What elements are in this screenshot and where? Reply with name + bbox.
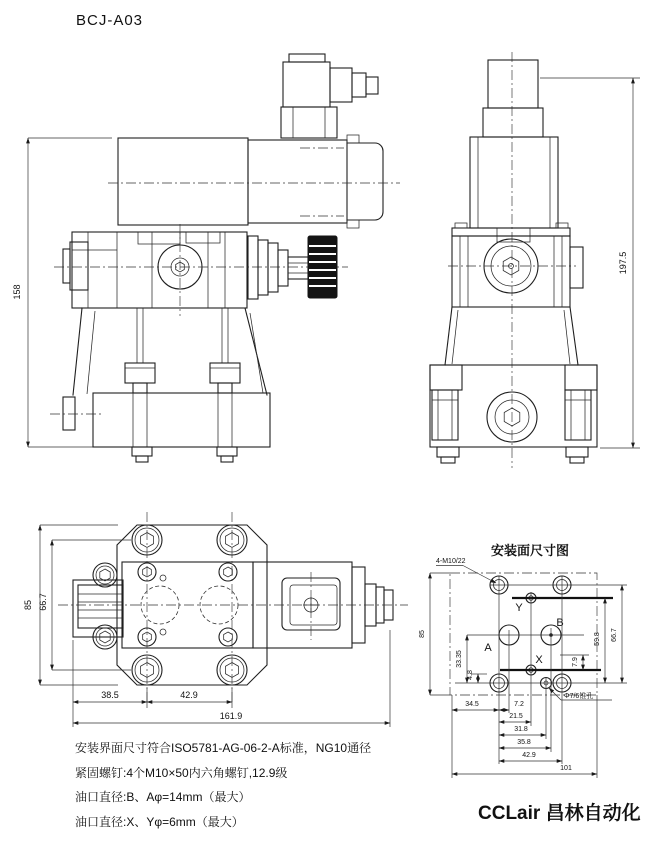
mnt-dim-215: 21.5 [509, 713, 523, 720]
port-x-label: X [535, 654, 543, 666]
top-dim-667: 66.7 [38, 593, 48, 611]
port-y-label: Y [515, 602, 523, 614]
note-line: 油口直径:X、Yφ=6mm（最大） [75, 814, 244, 829]
brand-logo: CCLair 昌林自动化 [478, 803, 641, 824]
side-view [430, 52, 640, 468]
side-dim-1975 [540, 78, 640, 448]
mounting-callouts [436, 558, 612, 700]
mnt-dim-total: 101 [560, 765, 572, 772]
mnt-dim-318: 31.8 [514, 726, 528, 733]
mnt-dim-667: 66.7 [611, 628, 618, 642]
port-a-label: A [484, 642, 492, 654]
side-height-dim: 197.5 [618, 251, 628, 275]
note-line: 紧固螺钉:4个M10×50内六角螺钉,12.9级 [75, 765, 288, 780]
note-line: 安装界面尺寸符合ISO5781-AG-06-2-A标准，NG10通径 [75, 741, 372, 755]
mounting-flange [50, 393, 270, 462]
note-line: 油口直径:B、Aφ=14mm（最大） [75, 790, 251, 804]
top-view [23, 512, 408, 727]
top-end-cap [73, 563, 123, 649]
mnt-dim-598: 59.8 [594, 632, 601, 646]
mnt-dim-429: 42.9 [522, 752, 536, 759]
pin-callout: Φ7/6锥孔 [564, 693, 594, 700]
solenoid-assembly [108, 135, 400, 228]
electrical-connector [281, 54, 378, 138]
adjustment-knob [248, 236, 337, 299]
notes-block [75, 740, 465, 838]
top-dim-429: 42.9 [180, 690, 198, 700]
mnt-dim-345: 34.5 [465, 701, 479, 708]
mnt-dim-72: 7.2 [514, 701, 524, 708]
front-view [12, 54, 400, 462]
side-flange [430, 365, 597, 463]
mnt-dim-3335: 33.35 [456, 650, 463, 668]
mnt-dim-358: 35.8 [517, 739, 531, 746]
top-dim-85: 85 [23, 599, 33, 611]
bolt-callout: 4-M10/22 [436, 558, 466, 565]
top-dim-1619: 161.9 [219, 711, 243, 721]
front-height-dim: 158 [12, 284, 22, 300]
side-solenoid [452, 137, 570, 242]
model-title: BCJ-A03 [76, 12, 144, 29]
mnt-dim-48: 4.8 [467, 670, 474, 680]
top-dim-385: 38.5 [101, 690, 119, 700]
mnt-dim-79: 7.9 [572, 657, 579, 667]
pedestal [73, 308, 267, 395]
valve-body [54, 224, 348, 316]
side-valve-body [445, 236, 583, 365]
mounting-title: 安装面尺寸图 [490, 543, 570, 558]
side-connector [483, 60, 543, 137]
front-dim-158 [12, 138, 112, 447]
mnt-dim-85: 85 [419, 630, 426, 638]
port-b-label: B [556, 617, 564, 629]
